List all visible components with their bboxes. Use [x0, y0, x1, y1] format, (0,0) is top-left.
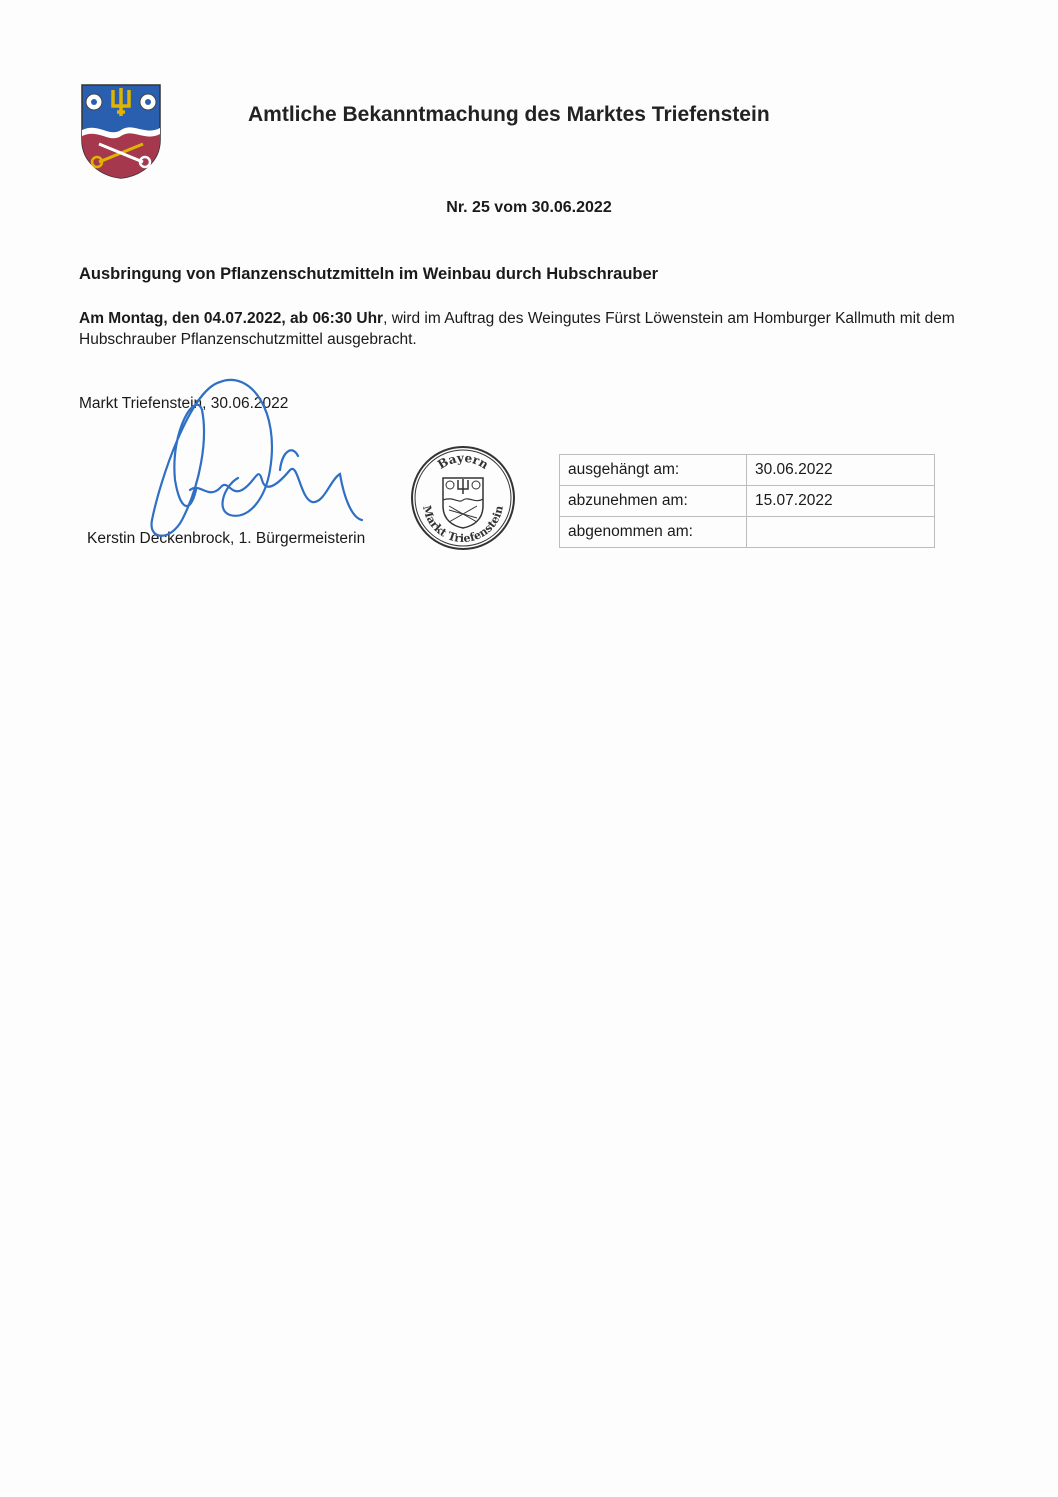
- notice-body: [79, 308, 979, 350]
- posted-value: 30.06.2022: [747, 455, 935, 486]
- remove-label: abzunehmen am:: [560, 486, 747, 517]
- notice-body-bold: Am Montag, den 04.07.2022, ab 06:30 Uhr: [79, 310, 384, 327]
- svg-text:Markt Triefenstein: Markt Triefenstein: [419, 504, 506, 546]
- table-row: [560, 486, 935, 517]
- notice-subject: Ausbringung von Pflanzenschutzmitteln im Weinbau durch Hubschrauber: [79, 265, 659, 283]
- place-date: Markt Triefenstein, 30.06.2022: [79, 395, 289, 412]
- svg-text:Bayern: Bayern: [435, 450, 491, 472]
- table-row: [560, 455, 935, 486]
- removed-value: [747, 517, 935, 548]
- removed-label: abgenommen am:: [560, 517, 747, 548]
- table-row: [560, 517, 935, 548]
- remove-value: 15.07.2022: [747, 486, 935, 517]
- coat-of-arms-logo: [79, 82, 163, 180]
- posted-label: ausgehängt am:: [560, 455, 747, 486]
- notice-number: Nr. 25 vom 30.06.2022: [446, 199, 612, 216]
- official-seal-stamp: [409, 444, 517, 552]
- page-title: Amtliche Bekanntmachung des Marktes Triefenstein: [248, 103, 770, 126]
- notice-body-rest: , wird im Auftrag des Weingutes Fürst Löwenstein am Homburger Kallmuth mit dem Hubschrauber Pflanzenschutzmittel ausgebracht.: [79, 310, 955, 348]
- posting-table: [559, 454, 935, 548]
- signatory-line: Kerstin Deckenbrock, 1. Bürgermeisterin: [87, 530, 366, 547]
